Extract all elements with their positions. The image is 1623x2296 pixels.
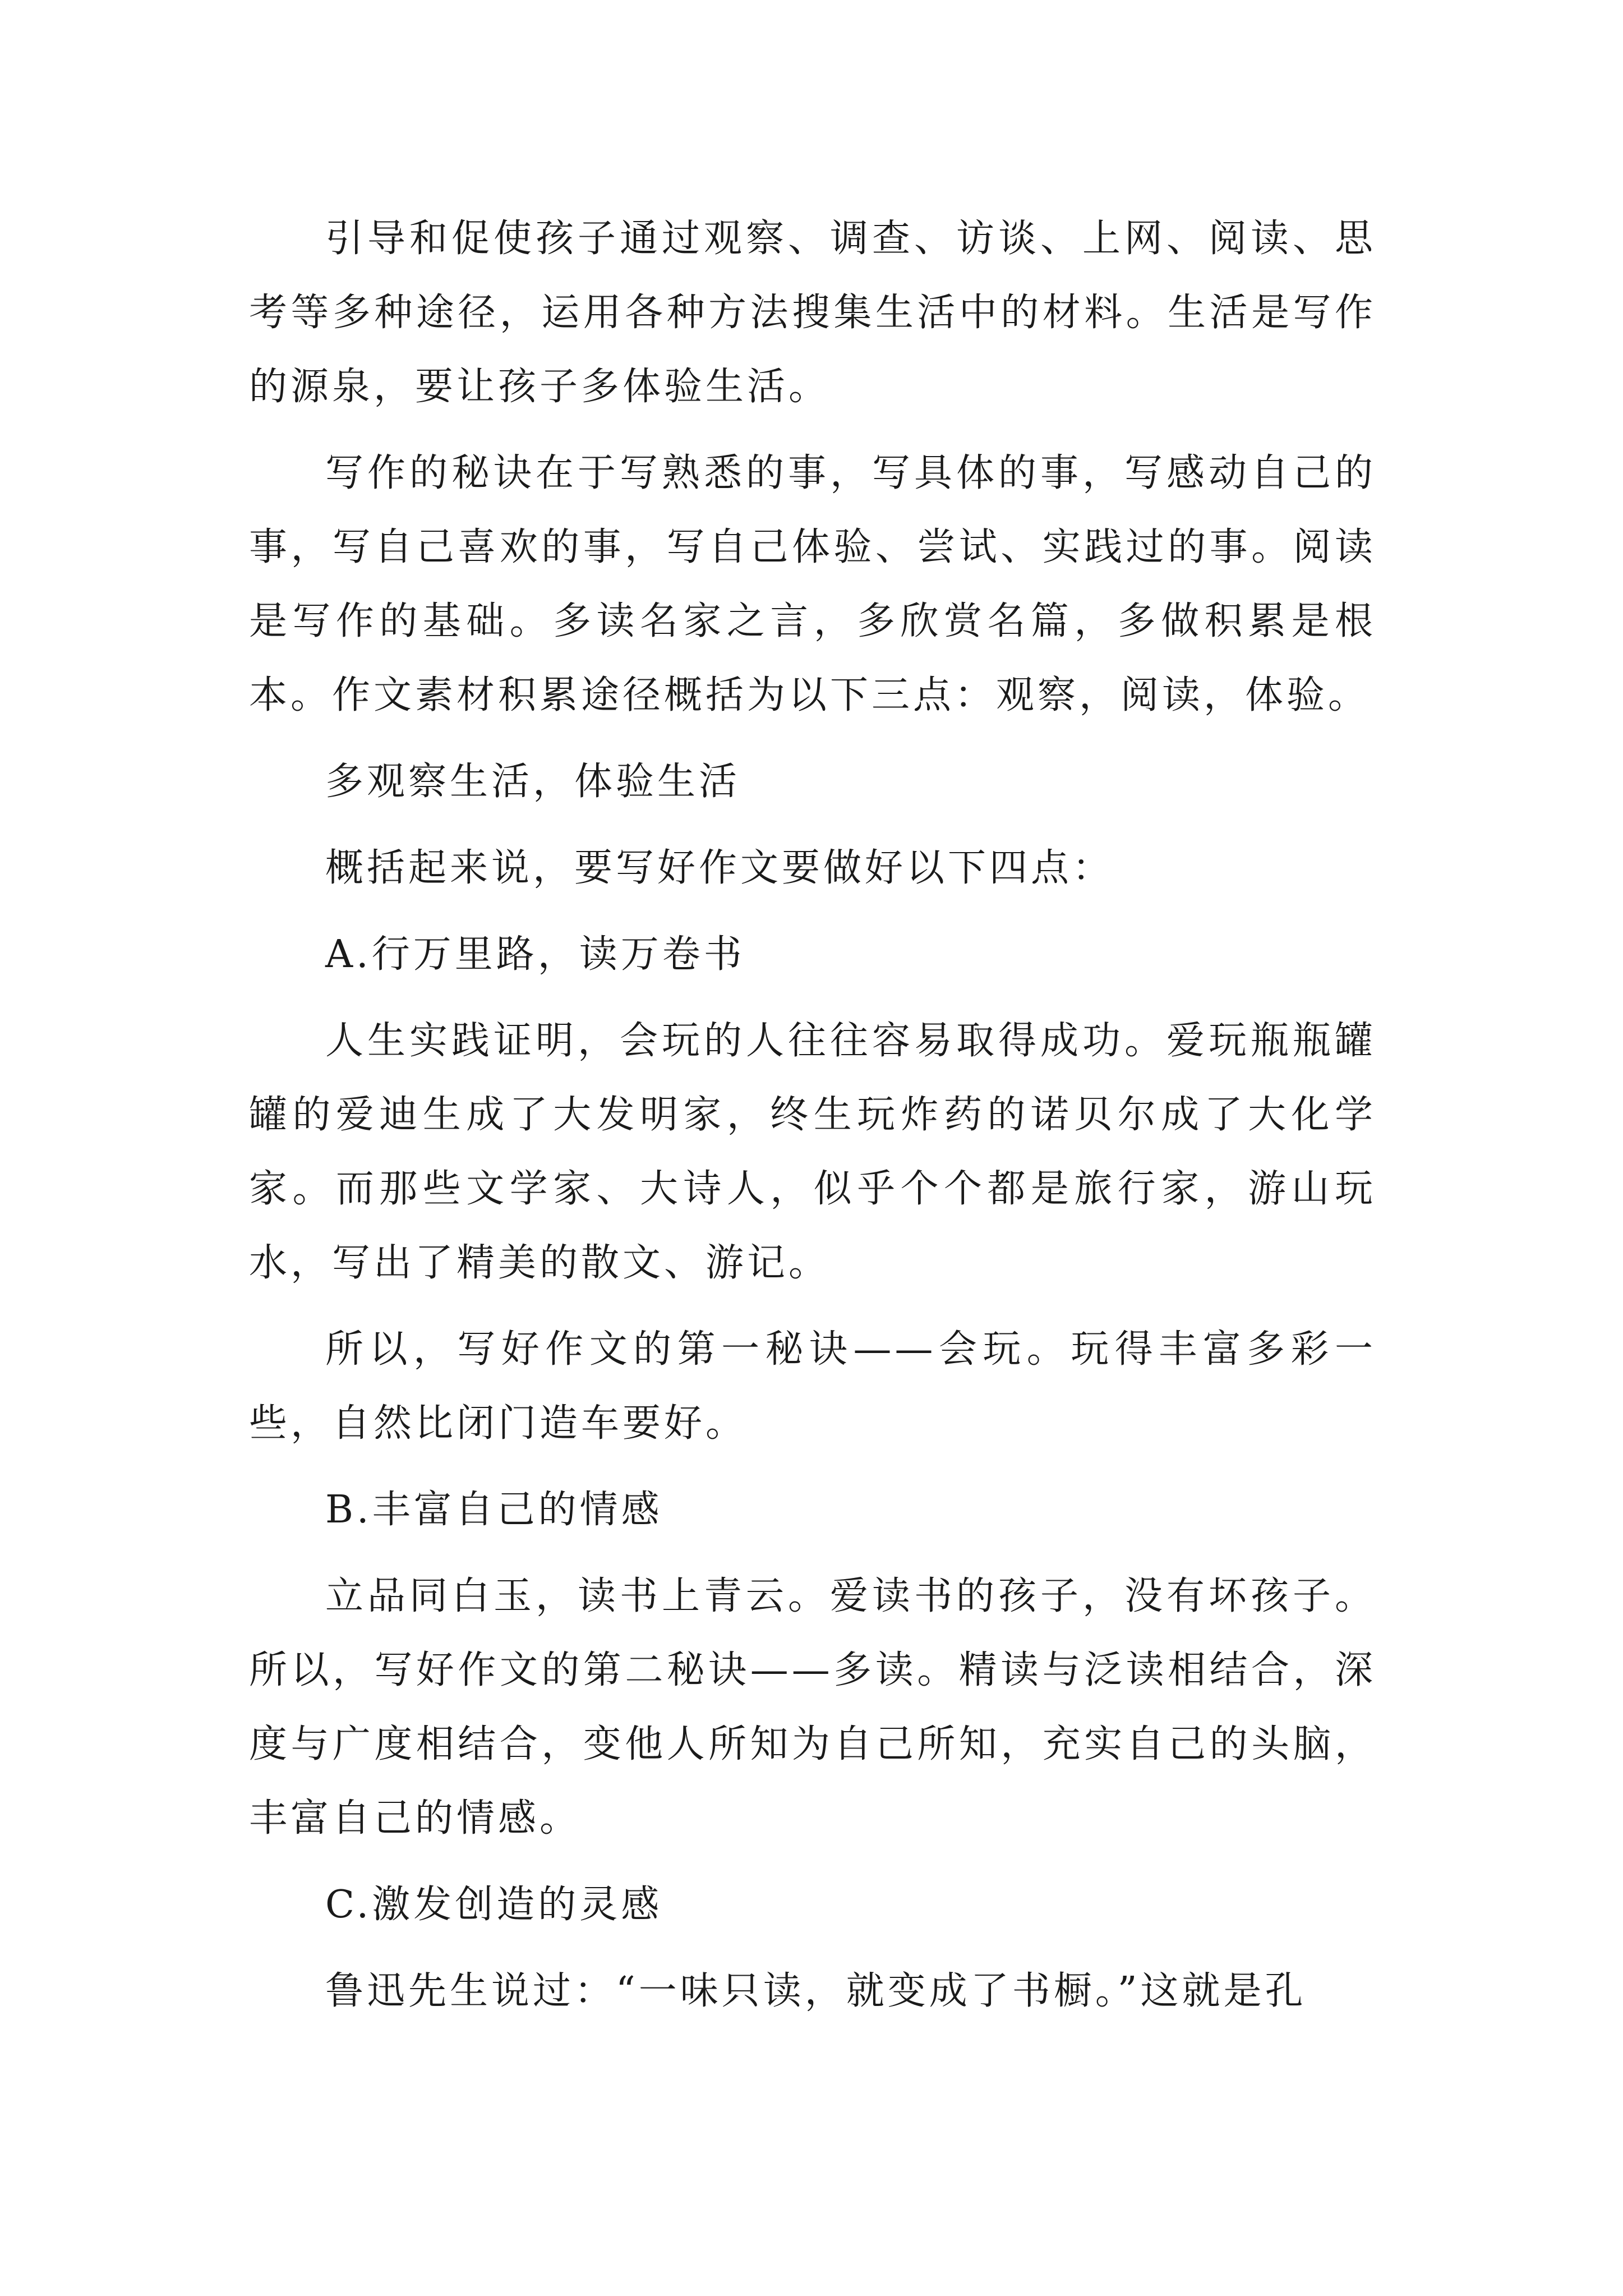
paragraph-four-points: 概括起来说，要写好作文要做好以下四点： <box>325 846 1114 890</box>
section-heading-a: A.行万里路，读万卷书 <box>325 932 745 977</box>
paragraph-second-secret: 立品同白玉，读书上青云。爱读书的孩子，没有坏孩子。所以，写好作文的第二秘诀——多读。精读与泛读相结合，深度与广度相结合，变他人所知为自己所知，充实自己的头脑，丰富自己的情感。 <box>249 1574 1376 1841</box>
section-heading-b: B.丰富自己的情感 <box>325 1488 663 1532</box>
paragraph-first-secret: 所以，写好作文的第一秘诀——会玩。玩得丰富多彩一些，自然比闭门造车要好。 <box>249 1327 1376 1446</box>
paragraph-lu-xun-quote: 鲁迅先生说过：“一味只读，就变成了书橱。”这就是孔 <box>325 1969 1307 2013</box>
section-heading-c: C.激发创造的灵感 <box>325 1883 663 1927</box>
paragraph-play-success: 人生实践证明，会玩的人往往容易取得成功。爱玩瓶瓶罐罐的爱迪生成了大发明家，终生玩炸药的诺贝尔成了大化学家。而那些文学家、大诗人，似乎个个都是旅行家，游山玩水，写出了精美的散文、游记。 <box>249 1019 1376 1285</box>
document-body <box>249 202 1376 2028</box>
paragraph-writing-secret: 写作的秘诀在于写熟悉的事，写具体的事，写感动自己的事，写自己喜欢的事，写自己体验、尝试、实践过的事。阅读是写作的基础。多读名家之言，多欣赏名篇，多做积累是根本。作文素材积累途径概括为以下三点：观察，阅读，体验。 <box>249 451 1376 717</box>
paragraph-heading-observe: 多观察生活，体验生活 <box>325 760 741 804</box>
paragraph-observe-collect: 引导和促使孩子通过观察、调查、访谈、上网、阅读、思考等多种途径，运用各种方法搜集生活中的材料。生活是写作的源泉，要让孩子多体验生活。 <box>249 217 1376 409</box>
